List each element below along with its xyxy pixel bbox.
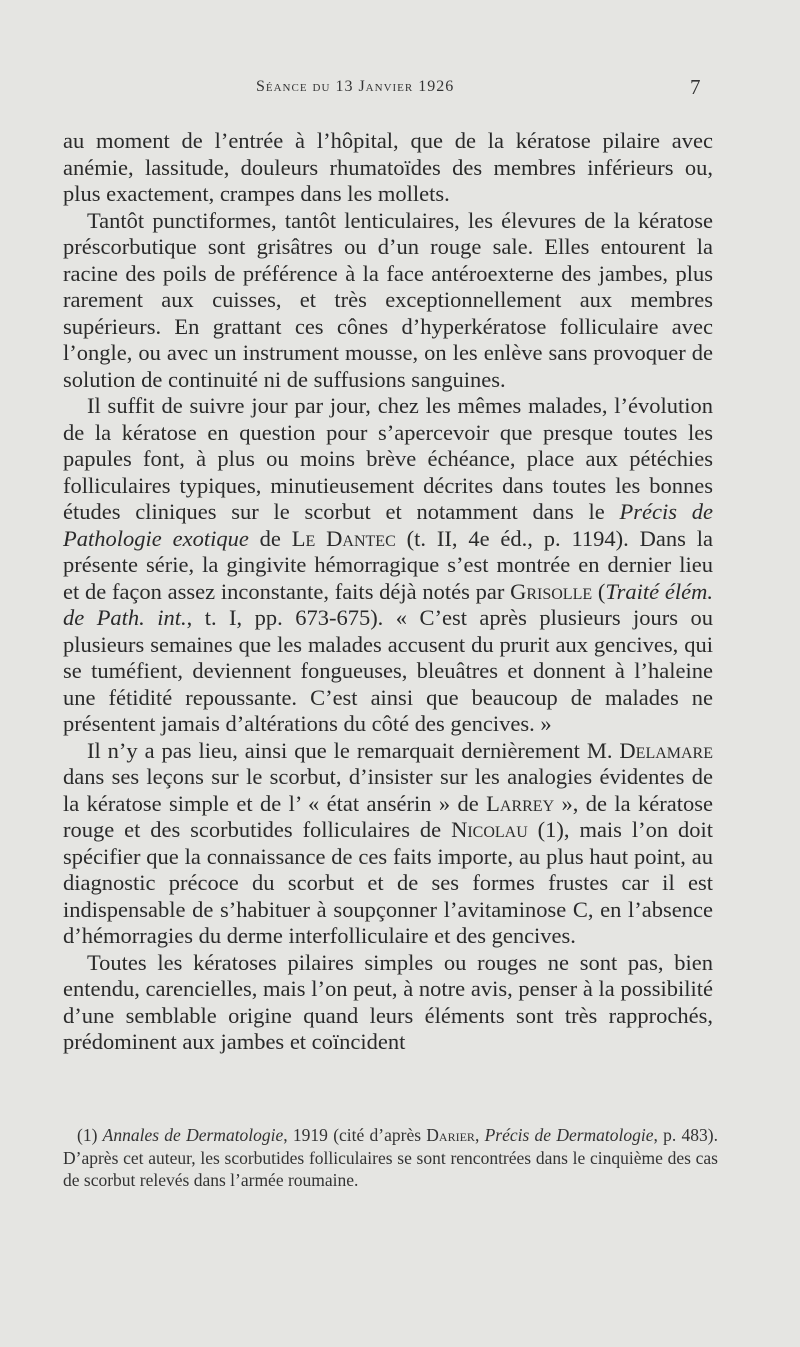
- text-run: , p. 483). D’après cet auteur, les scorbutides folliculaires se sont rencontrées dans le cinquième des cas de scorbut relevés dans l’armée roumaine.: [63, 1125, 719, 1190]
- author-name: Nicolau: [451, 817, 528, 842]
- paragraph-5: Toutes les kératoses pilaires simples ou rouges ne sont pas, bien entendu, carencielles, mais l’on peut, à notre avis, penser à la possibilité d’une semblable origine quand leurs éléments sont très rapprochés, prédominent aux jambes et coïncident: [63, 949, 713, 1054]
- main-text: [63, 128, 713, 1056]
- text-run: Il n’y a pas lieu, ainsi que le remarquait dernièrement M.: [87, 737, 620, 763]
- author-name: Darier: [426, 1125, 475, 1145]
- text-run: dans ses leçons sur le scorbut, d’insister sur les analogies évidentes de la kératose simple et de l’ « état ansérin » de: [63, 764, 713, 816]
- author-name: Grisolle: [510, 578, 593, 604]
- citation-title: Précis de Dermatologie: [484, 1125, 654, 1145]
- footnotes: [63, 1124, 718, 1192]
- text-run: de: [248, 525, 292, 551]
- paragraph-3: [63, 393, 713, 738]
- text-run: (1), mais l’on doit spécifier que la connaissance de ces faits importe, au plus haut point, au diagnostic précoce du scorbut et de ses formes frustes car il est indispensable de s’habituer à soupçonner l’avitaminose C, en l’absence d’hémorragies du derme interfolliculaire et des gencives.: [63, 817, 713, 948]
- author-name: Delamare: [619, 737, 713, 763]
- citation-title: Traité élém. de Path. int.: [63, 578, 713, 630]
- citation-title: Précis de Pathologie exotique: [63, 499, 713, 551]
- paragraph-4: [63, 738, 713, 950]
- text-run: (: [592, 578, 606, 604]
- citation-title: Annales de Dermatologie: [102, 1125, 284, 1145]
- paragraph-1: au moment de l’entrée à l’hôpital, que de la kératose pilaire avec anémie, lassitude, douleurs rhumatoïdes des membres inférieurs ou, plus exactement, crampes dans les mollets.: [63, 128, 713, 206]
- author-name: Larrey: [486, 790, 555, 816]
- text-run: , 1919 (cité d’après: [283, 1125, 427, 1145]
- author-name: Le Dantec: [291, 525, 396, 551]
- running-header: Séance du 13 Janvier 1926: [256, 78, 455, 95]
- page-number: 7: [690, 75, 701, 99]
- text-run: (t. II, 4e éd., p. 1194). Dans la présente série, la gingivite hémorragique s’est montrée en dernier lieu et de façon assez inconstante, faits déjà notés par: [63, 525, 713, 604]
- footnote-1: [63, 1124, 718, 1192]
- text-run: Il suffit de suivre jour par jour, chez les mêmes malades, l’évolution de la kératose en question pour s’apercevoir que presque toutes les papules font, à plus ou moins brève échéance, place aux pétéchies folliculaires typiques, minutieusement décrites dans toutes les bonnes études cliniques sur le scorbut et notamment dans le: [63, 393, 713, 524]
- paragraph-2: Tantôt punctiformes, tantôt lenticulaires, les élevures de la kératose préscorbutique sont grisâtres ou d’un rouge sale. Elles entourent la racine des poils de préférence à la face antéroexterne des jambes, plus rarement aux cuisses, et très exceptionnellement aux membres supérieurs. En grattant ces cônes d’hyperkératose folliculaire avec l’ongle, ou avec un instrument mousse, on les enlève sans provoquer de solution de continuité ni de suffusions sanguines.: [63, 207, 713, 392]
- text-run: , t. I, pp. 673-675). « C’est après plusieurs jours ou plusieurs semaines que les malades accusent du prurit aux gencives, qui se tuméfient, deviennent fongueuses, bleuâtres et donnent à l’haleine une fétidité repoussante. C’est ainsi que beaucoup de malades ne présentent jamais d’altérations du côté des gencives. »: [63, 605, 713, 736]
- footnote-marker: (1): [77, 1125, 103, 1145]
- text-run: ,: [474, 1125, 485, 1145]
- text-run: », de la kératose rouge et des scorbutides folliculaires de: [63, 790, 713, 842]
